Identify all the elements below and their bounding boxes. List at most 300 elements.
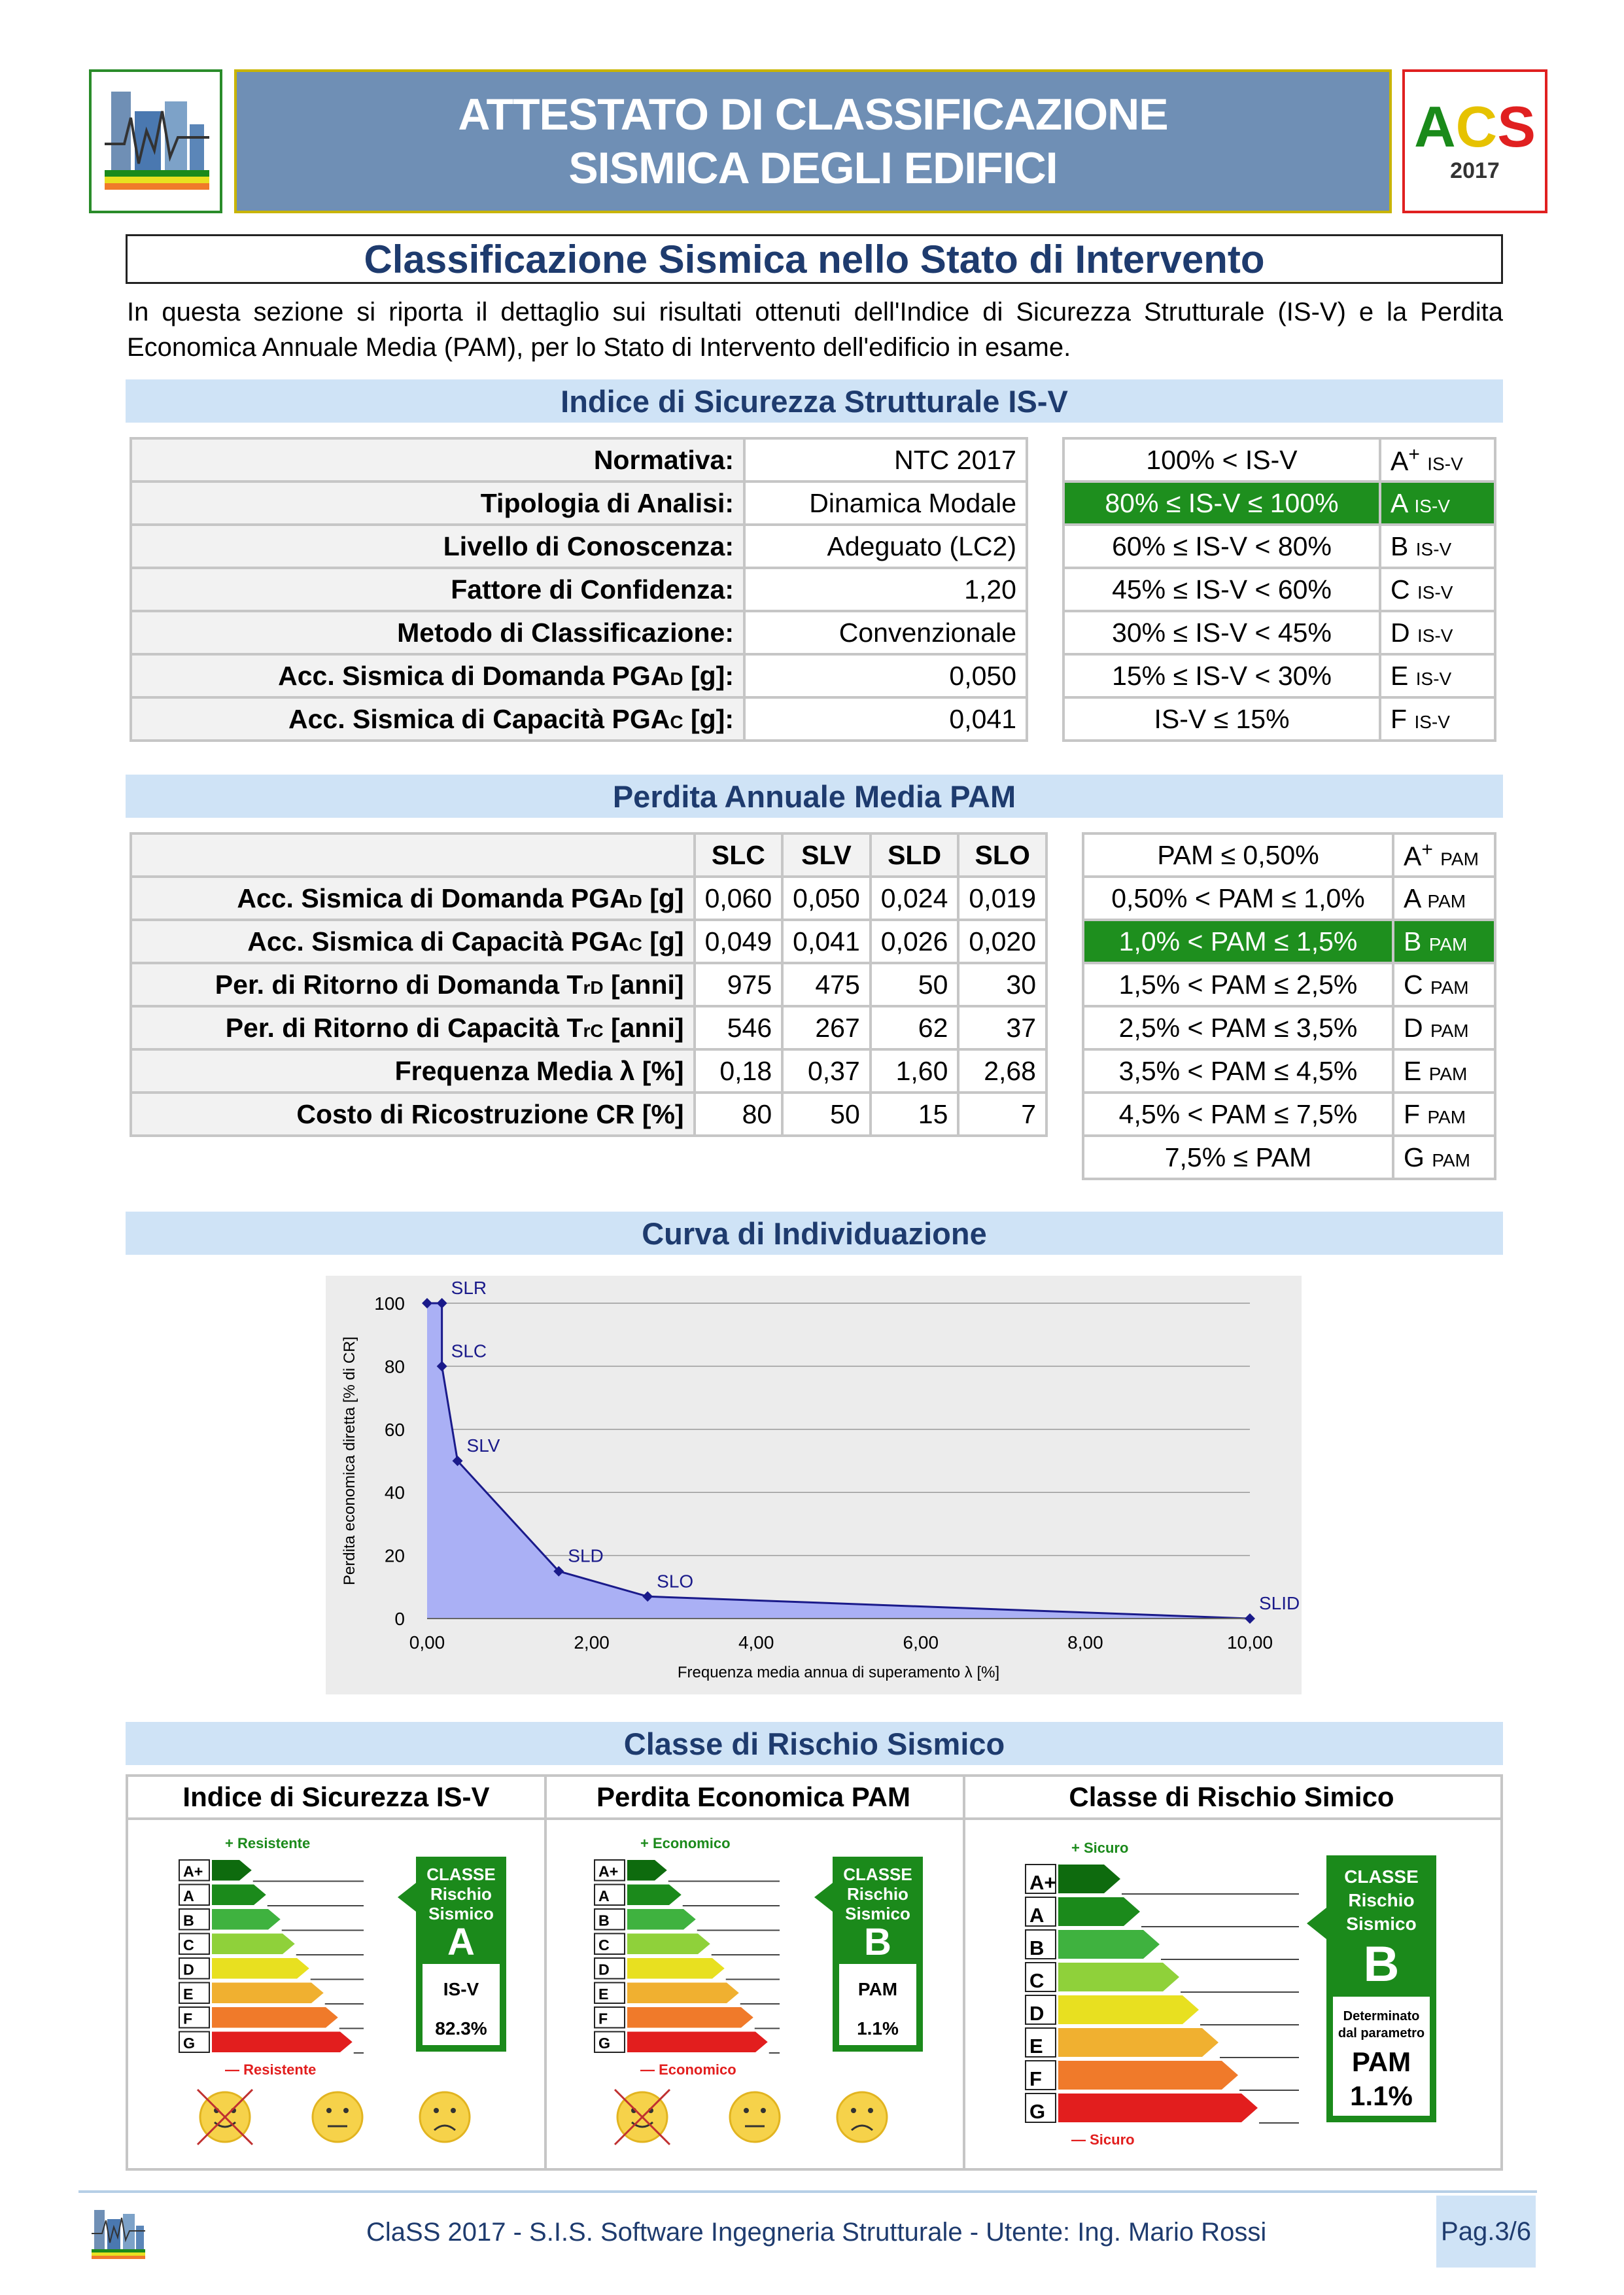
pam-row-value-text: 62 [918,1012,948,1043]
isv-row-label-text: Normativa: [593,444,734,475]
isv-class-range [1063,697,1380,741]
pam-class-range [1083,877,1393,920]
pam-class-letter [1393,1049,1495,1093]
isv-class-range [1063,654,1380,697]
isv-scale-letter: A [183,1887,194,1904]
pam-class-letter-text: E [1404,1055,1422,1086]
pam-class-letter [1393,963,1495,1006]
pam-row-label-text: Per. di Ritorno di Domanda T [215,969,583,1000]
pam-class-range-text: 3,5% < PAM ≤ 4,5% [1118,1055,1358,1086]
isv-row-label-text: Acc. Sismica di Capacità PGA [288,703,670,734]
pam-scale-letter: D [598,1961,610,1978]
pam-class-row [1083,1006,1495,1049]
pam-row-value-text: 0,37 [807,1055,860,1086]
pam-row-value [782,1006,871,1049]
isv-class-letter-text: A [1391,487,1408,518]
isv-class-letter-text: D [1391,617,1410,648]
pam-class-range-text: PAM ≤ 0,50% [1157,839,1319,870]
pam-row-value [871,877,959,920]
pam-row-value-text: 975 [727,969,772,1000]
pam-badge-param: PAM [857,1979,898,1999]
pam-class-letter-sub: PAM [1428,1063,1468,1084]
pam-row-value-text: 546 [727,1012,772,1043]
pam-class-row [1083,1049,1495,1093]
final-badge-word: CLASSE [1344,1866,1419,1887]
isv-row [131,611,1027,654]
isv-class-row [1063,654,1495,697]
x-tick-label: 0,00 [409,1632,445,1653]
pam-scale-bar [627,1860,667,1881]
x-tick-label: 6,00 [903,1632,939,1653]
pam-row-value-text: 7 [1021,1098,1036,1129]
pam-class-row [1083,1136,1495,1179]
pam-row-value [958,920,1046,963]
pam-row-value [782,877,871,920]
pam-class-row [1083,1093,1495,1136]
final-badge-word2: Rischio [1348,1890,1415,1910]
isv-scale-bottom-label: — Resistente [225,2061,317,2078]
isv-scale-letter: A+ [183,1863,203,1880]
pam-row-value [958,1006,1046,1049]
isv-row-value-text: 0,041 [949,703,1016,734]
isv-class-range [1063,525,1380,568]
final-scale-bar [1058,1963,1179,1991]
risk-band-title: Classe di Rischio Sismico [126,1722,1503,1765]
pam-row-label-unit: [g] [642,883,684,913]
x-tick-label: 2,00 [574,1632,610,1653]
acs-letters [1405,94,1545,159]
pam-row-label-text: Acc. Sismica di Domanda PGA [237,883,629,913]
pam-row-value [695,1006,783,1049]
isv-class-row [1063,611,1495,654]
final-badge-word3: Sismico [1346,1914,1417,1934]
pam-class-row [1083,920,1495,963]
isv-row-value-text: Convenzionale [838,617,1016,648]
isv-class-range-text: IS-V ≤ 15% [1154,703,1290,734]
pam-class-letter-text: C [1404,969,1423,1000]
acs-letter-a: A [1414,94,1456,159]
curve-point [1245,1613,1255,1624]
isv-scale-bar [212,2032,353,2053]
pam-class-range [1083,1093,1393,1136]
pam-row-value [782,1093,871,1136]
isv-class-letter-sub: IS-V [1414,495,1450,516]
isv-row [131,697,1027,741]
isv-badge-word2: Rischio [430,1884,492,1904]
isv-row-value [744,438,1027,482]
isv-class-range-text: 45% ≤ IS-V < 60% [1112,574,1332,604]
isv-row-value-text: Adeguato (LC2) [827,531,1016,561]
pam-row-label-subscript: D [629,890,642,911]
isv-class-range [1063,568,1380,611]
isv-badge-pointer [398,1883,416,1912]
isv-neutral-face-icon [313,2092,362,2142]
isv-scale-bar [212,2007,338,2028]
isv-row-label [131,568,744,611]
isv-row [131,568,1027,611]
section-intro: In questa sezione si riporta il dettaglio sui risultati ottenuti dell'Indice di Sicurezza Strutturale (IS-V) e la Perdita Economica Annuale Media (PAM), per lo Stato di Intervento dell'edificio in esame. [127,298,1503,362]
section-title: Classificazione Sismica nello Stato di Intervento [126,234,1503,284]
pam-class-range [1083,1136,1393,1179]
footer-building-icon [88,2201,149,2262]
isv-scale-bar [212,1983,324,2004]
isv-parameters-table [130,437,1028,742]
isv-class-letter-text: C [1391,574,1410,604]
point-label: SLV [466,1435,500,1456]
isv-class-letter-sup: + [1408,443,1420,465]
isv-row-value [744,611,1027,654]
isv-class-letter-sub: IS-V [1415,668,1452,689]
final-scale-letter: C [1029,1969,1045,1992]
isv-row-label [131,525,744,568]
pam-column-header [782,833,871,877]
isv-class-letter-sub: IS-V [1417,582,1453,603]
pam-scale-bar [627,1909,696,1930]
y-tick-label: 60 [384,1419,405,1440]
pam-row-value-text: 0,041 [793,926,860,956]
final-scale-letter: E [1029,2035,1043,2058]
pam-row-value [695,1049,783,1093]
curve-area [427,1303,1250,1619]
pam-row-value-text: 2,68 [984,1055,1036,1086]
identification-curve-chart [326,1276,1302,1694]
pam-class-letter-text: A [1404,841,1422,871]
pam-row-label-unit: [anni] [603,969,684,1000]
building-logo-icon [92,72,220,211]
isv-class-letter [1380,654,1495,697]
pam-row-value-text: 30 [1006,969,1036,1000]
isv-scale-bar [212,1885,266,1906]
isv-class-letter [1380,697,1495,741]
pam-column-header [958,833,1046,877]
pam-scale-top-label: + Economico [640,1835,731,1851]
pam-neutral-face-icon [730,2092,780,2142]
isv-row [131,654,1027,697]
pam-band-title: Perdita Annuale Media PAM [126,775,1503,818]
pam-class-range [1083,920,1393,963]
pam-badge-word3: Sismico [845,1904,910,1923]
final-scale-bar [1058,2094,1258,2122]
pam-row-value-text: 1,60 [895,1055,948,1086]
pam-row [131,920,1046,963]
pam-class-letter [1393,1006,1495,1049]
isv-class-row [1063,568,1495,611]
final-scale-letter: A+ [1029,1871,1056,1894]
isv-sad-face-icon-eye [434,2108,439,2113]
pam-class-letter [1393,833,1495,877]
pam-class-range-text: 7,5% ≤ PAM [1164,1142,1312,1172]
pam-class-range [1083,1049,1393,1093]
pam-scale-bar [627,2007,753,2028]
pam-row [131,877,1046,920]
final-scale-bar [1058,2061,1238,2090]
isv-row-value-text: Dinamica Modale [809,487,1016,518]
isv-class-letter-sub: IS-V [1415,538,1452,559]
acs-letter-s: S [1497,94,1536,159]
document-title-line1: ATTESTATO DI CLASSIFICAZIONE [458,90,1168,139]
isv-neutral-face-icon-eye [343,2108,349,2113]
isv-neutral-face-icon-eye [326,2108,332,2113]
page-number: Pag.3/6 [1436,2196,1536,2268]
final-scale-bar [1058,1897,1140,1926]
pam-row-value [871,1049,959,1093]
pam-class-letter-sub: PAM [1430,1020,1469,1041]
final-badge-class-letter: B [1363,1936,1400,1992]
pam-row-value-text: 0,026 [880,926,948,956]
pam-badge-value: 1.1% [857,2018,899,2039]
pam-scale-bar [627,1983,739,2004]
pam-row-value [782,1049,871,1093]
pam-class-range [1083,833,1393,877]
isv-class-letter-text: A [1391,446,1409,476]
isv-row-label-subscript: C [670,711,683,732]
pam-scale-letter: B [598,1912,610,1929]
pam-row-value-text: 80 [742,1098,772,1129]
pam-row-label [131,963,695,1006]
curve-svg [326,1276,1302,1694]
point-label: SLR [451,1278,487,1298]
pam-row-value [958,1049,1046,1093]
final-scale-bar [1058,1865,1120,1893]
isv-class-range-text: 60% ≤ IS-V < 80% [1112,531,1332,561]
isv-row-label-text: Livello di Conoscenza: [443,531,734,561]
pam-row-value [871,1093,959,1136]
final-scale-letter: F [1029,2067,1042,2090]
y-tick-label: 40 [384,1482,405,1503]
pam-row-value-text: 15 [918,1098,948,1129]
footer-divider [78,2190,1537,2193]
pam-scale-letter: C [598,1936,610,1953]
pam-class-letter-text: F [1404,1098,1421,1129]
pam-row-value-text: 0,050 [793,883,860,913]
isv-row-label-text: Tipologia di Analisi: [480,487,734,518]
pam-scale-bar [627,2032,768,2053]
isv-class-row [1063,482,1495,525]
pam-row-label-unit: [anni] [603,1012,684,1043]
pam-row-label [131,1093,695,1136]
pam-header-empty [131,833,695,877]
pam-row [131,1049,1046,1093]
isv-badge-value: 82.3% [435,2018,487,2039]
isv-scale-letter: F [183,2010,193,2027]
pam-row-label [131,920,695,963]
pam-row-value [782,963,871,1006]
point-label: SLD [568,1545,604,1566]
pam-row-value-text: 0,049 [704,926,772,956]
final-badge-value: 1.1% [1350,2080,1413,2111]
isv-row-label [131,611,744,654]
pam-row-label-text: Frequenza Media λ [%] [394,1055,684,1086]
isv-class-letter [1380,438,1495,482]
isv-class-letter-text: B [1391,531,1409,561]
isv-scale-letter: E [183,1986,194,2003]
isv-class-letter-sub: IS-V [1417,625,1453,646]
isv-class-row [1063,438,1495,482]
x-tick-label: 4,00 [738,1632,774,1653]
pam-row-value-text: 0,019 [969,883,1036,913]
pam-class-row [1083,833,1495,877]
isv-row [131,482,1027,525]
pam-badge-word2: Rischio [847,1884,908,1904]
footer-logo [88,2201,149,2262]
x-tick-label: 8,00 [1067,1632,1103,1653]
pam-row [131,963,1046,1006]
pam-scale-letter: F [598,2010,608,2027]
isv-class-letter [1380,611,1495,654]
pam-row-label-text: Costo di Ricostruzione CR [%] [296,1098,684,1129]
pam-row [131,1093,1046,1136]
isv-row-value-text: 0,050 [949,660,1016,691]
risk-col-final-title: Classe di Rischio Simico [963,1777,1500,1820]
risk-col-isv-title: Indice di Sicurezza IS-V [128,1777,544,1820]
isv-row-label [131,482,744,525]
pam-row-value-text: 50 [830,1098,860,1129]
isv-row-value [744,654,1027,697]
pam-row-value [695,920,783,963]
isv-badge-word: CLASSE [426,1865,496,1884]
pam-sad-face-icon [837,2092,887,2142]
pam-row-value [871,920,959,963]
pam-row-value-text: 37 [1006,1012,1036,1043]
pam-badge-class-letter: B [864,1921,891,1963]
final-scale-letter: D [1029,2002,1045,2025]
isv-row-label-text: Acc. Sismica di Domanda PGA [278,660,670,691]
isv-row-value [744,697,1027,741]
x-axis-title: Frequenza media annua di superamento λ [%] [677,1664,1000,1681]
pam-badge-word: CLASSE [843,1865,912,1884]
app-logo [89,69,222,213]
isv-class-scale-table [1062,437,1496,742]
final-scale-bottom-label: — Sicuro [1071,2131,1135,2148]
isv-badge-class-letter: A [447,1921,475,1963]
final-badge-note2: dal parametro [1338,2026,1425,2041]
pam-column-header [871,833,959,877]
pam-sad-face-icon-eye [868,2108,873,2113]
isv-row-label [131,697,744,741]
isv-row-label-subscript: D [670,668,683,689]
pam-row-label [131,1049,695,1093]
isv-row-value-text: NTC 2017 [894,444,1016,475]
isv-row-value [744,482,1027,525]
pam-row-value [695,963,783,1006]
isv-class-letter [1380,482,1495,525]
pam-class-letter-text: D [1404,1012,1423,1043]
pam-row-value [782,920,871,963]
point-label: SLO [657,1571,694,1592]
pam-class-letter [1393,877,1495,920]
pam-neutral-face-icon-eye [761,2108,766,2113]
isv-row-value [744,568,1027,611]
point-label: SLID [1259,1593,1300,1613]
pam-scale-bottom-label: — Economico [640,2061,736,2078]
point-label: SLC [451,1340,487,1361]
isv-row-value-text: 1,20 [964,574,1016,604]
isv-row [131,438,1027,482]
pam-class-letter-sup: + [1421,838,1433,860]
isv-band-title: Indice di Sicurezza Strutturale IS-V [126,379,1503,423]
final-badge-pointer [1307,1908,1326,1939]
document-title-line2: SISMICA DEGLI EDIFICI [568,143,1058,193]
pam-class-letter-sub: PAM [1430,977,1469,998]
pam-row-label [131,877,695,920]
pam-row-value [958,963,1046,1006]
pam-class-range-text: 2,5% < PAM ≤ 3,5% [1118,1012,1358,1043]
final-scale-letter: B [1029,1936,1045,1959]
x-tick-label: 10,00 [1226,1632,1273,1653]
isv-scale-bar [212,1860,252,1881]
y-tick-label: 0 [394,1609,405,1629]
pam-class-range [1083,1006,1393,1049]
pam-class-letter [1393,1093,1495,1136]
isv-scale-letter: C [183,1936,194,1953]
pam-neutral-face-icon-eye [744,2108,749,2113]
isv-class-range-text: 100% < IS-V [1146,444,1298,475]
pam-class-letter-text: B [1404,926,1422,956]
isv-class-letter-text: F [1391,703,1408,734]
isv-class-row [1063,525,1495,568]
pam-parameters-table [130,832,1048,1137]
pam-scale-letter: A+ [598,1863,619,1880]
pam-column-header [695,833,783,877]
pam-class-letter-sub: PAM [1428,934,1468,955]
isv-scale-bar [212,1958,309,1979]
isv-sad-face-icon [420,2092,470,2142]
pam-row-value-text: 0,060 [704,883,772,913]
pam-class-range-text: 0,50% < PAM ≤ 1,0% [1111,883,1365,913]
isv-class-row [1063,697,1495,741]
pam-class-range-text: 1,0% < PAM ≤ 1,5% [1118,926,1358,956]
isv-row-value [744,525,1027,568]
pam-row-value-text: 267 [815,1012,860,1043]
pam-row-label-subscript: C [629,934,642,955]
acs-badge [1402,69,1547,213]
final-scale-letter: A [1029,1904,1045,1927]
pam-class-range [1083,963,1393,1006]
pam-row [131,1006,1046,1049]
isv-badge-word3: Sismico [428,1904,494,1923]
pam-scale-bar [627,1958,725,1979]
risk-col-pam-title: Perdita Economica PAM [544,1777,963,1820]
isv-class-letter [1380,568,1495,611]
pam-row-label-text: Acc. Sismica di Capacità PGA [247,926,629,956]
pam-column-header-text: SLC [711,839,765,870]
final-scale-letter: G [1029,2100,1046,2123]
isv-scale-bar [212,1934,295,1955]
isv-row-label [131,438,744,482]
pam-class-row [1083,877,1495,920]
final-scale-bar [1058,1930,1160,1959]
pam-class-range-text: 4,5% < PAM ≤ 7,5% [1118,1098,1358,1129]
isv-class-letter-text: E [1391,660,1409,691]
final-scale-bar [1058,2028,1218,2057]
pam-scale-bar [627,1934,710,1955]
isv-class-letter-sub: IS-V [1414,711,1450,732]
pam-class-letter-sub: PAM [1440,849,1479,869]
pam-column-header-text: SLO [975,839,1030,870]
isv-scale-letter: B [183,1912,194,1929]
isv-class-range [1063,611,1380,654]
footer-text: ClaSS 2017 - S.I.S. Software Ingegneria Strutturale - Utente: Ing. Mario Rossi [366,2218,1267,2247]
pam-row-value-text: 0,020 [969,926,1036,956]
pam-class-row [1083,963,1495,1006]
acs-year: 2017 [1450,158,1500,183]
pam-row-value [871,963,959,1006]
pam-row-value [871,1006,959,1049]
pam-class-letter-text: A [1404,883,1421,913]
y-tick-label: 20 [384,1545,405,1566]
pam-class-range-text: 1,5% < PAM ≤ 2,5% [1118,969,1358,1000]
curve-band-title: Curva di Individuazione [126,1212,1503,1255]
